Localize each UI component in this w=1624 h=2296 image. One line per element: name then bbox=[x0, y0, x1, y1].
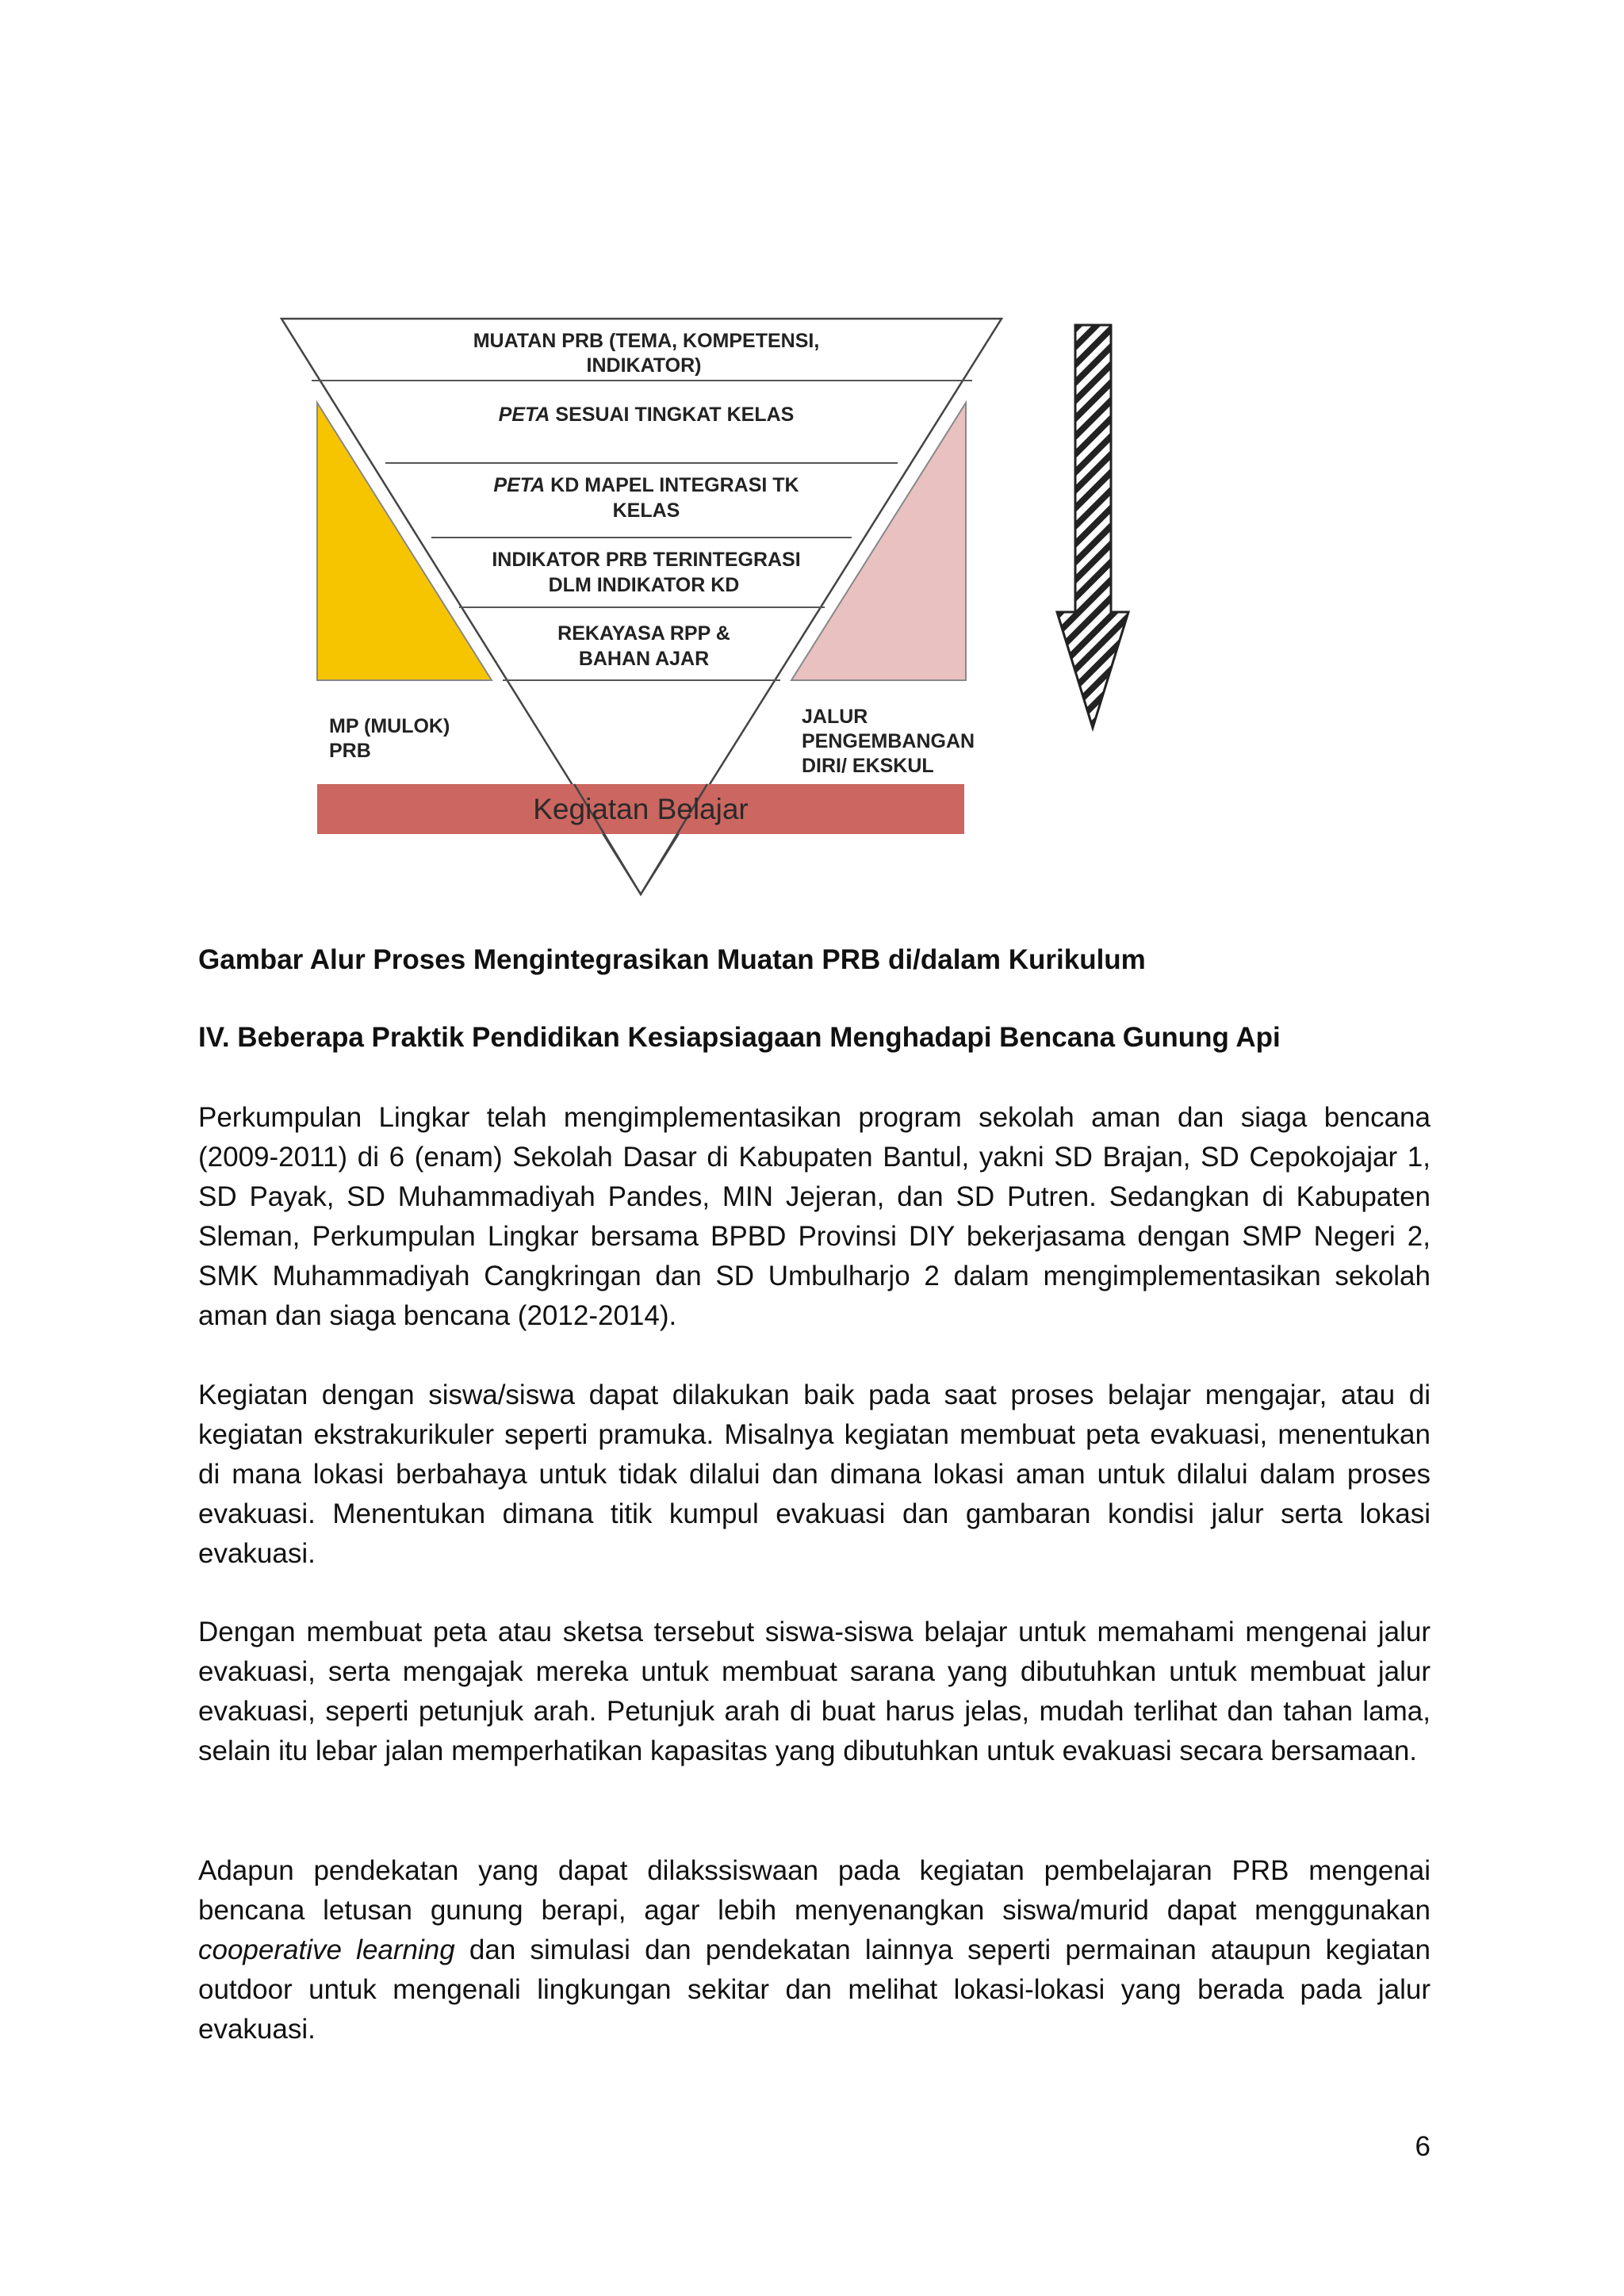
level-3-rest: KD MAPEL INTEGRASI TK bbox=[545, 474, 799, 496]
right-label-line-1: JALUR bbox=[802, 706, 868, 728]
level-1-line-1: MUATAN PRB (TEMA, KOMPETENSI, bbox=[473, 330, 820, 352]
page-number: 6 bbox=[1415, 2131, 1431, 2162]
paragraph-2: Kegiatan dengan siswa/siswa dapat dilakukan baik pada saat proses belajar mengajar, atau di kegiatan ekstrakurikuler seperti pramuka. Misalnya kegiatan membuat peta evakuasi, menentukan di mana lokasi berbahaya untuk tidak dilalui dan dimana lokasi aman untuk dilalui dalam proses evakuasi. Menentukan dimana titik kumpul evakuasi dan gambaran kondisi jalur serta lokasi evakuasi. bbox=[198, 1380, 1431, 1569]
right-label-line-3: DIRI/ EKSKUL bbox=[802, 755, 934, 777]
level-3-line-1 bbox=[493, 474, 799, 496]
prb-integration-diagram bbox=[0, 0, 1624, 920]
paragraph-4-italic: cooperative learning bbox=[198, 1934, 455, 1965]
level-4-line-1: INDIKATOR PRB TERINTEGRASI bbox=[492, 549, 801, 571]
paragraph-1: Perkumpulan Lingkar telah mengimplementasikan program sekolah aman dan siaga bencana (2009-2011) di 6 (enam) Sekolah Dasar di Kabupaten Bantul, yakni SD Brajan, SD Cepokojajar 1, SD Payak, SD Muhammadiyah Pandes, MIN Jejeran, dan SD Putren. Sedangkan di Kabupaten Sleman, Perkumpulan Lingkar bersama BPBD Provinsi DIY bekerjasama dengan SMP Negeri 2, SMK Muhammadiyah Cangkringan dan SD Umbulharjo 2 dalam mengimplementasikan sekolah aman dan siaga bencana (2012-2014). bbox=[198, 1102, 1431, 1331]
left-label-line-1: MP (MULOK) bbox=[329, 715, 450, 737]
right-label-line-2: PENGEMBANGAN bbox=[802, 730, 975, 752]
level-2-italic: PETA bbox=[498, 404, 550, 426]
paragraph-4-part-1: Adapun pendekatan yang dapat dilakssiswaan pada kegiatan pembelajaran PRB mengenai bencana letusan gunung berapi, agar lebih menyenangkan siswa/murid dapat menggunakan bbox=[198, 1855, 1431, 1926]
paragraph-3: Dengan membuat peta atau sketsa tersebut siswa-siswa belajar untuk memahami mengenai jalur evakuasi, serta mengajak mereka untuk membuat sarana yang dibutuhkan untuk membuat jalur evakuasi, seperti petunjuk arah. Petunjuk arah di buat harus jelas, mudah terlihat dan tahan lama, selain itu lebar jalan memperhatikan kapasitas yang dibutuhkan untuk evakuasi secara bersamaan. bbox=[198, 1617, 1431, 1766]
kegiatan-belajar-label: Kegiatan Belajar bbox=[533, 793, 749, 825]
level-2-rest: SESUAI TINGKAT KELAS bbox=[550, 404, 795, 426]
section-heading: IV. Beberapa Praktik Pendidikan Kesiapsiagaan Menghadapi Bencana Gunung Api bbox=[198, 1022, 1281, 1053]
paragraph-4-part-2: dan simulasi dan pendekatan lainnya seperti permainan ataupun kegiatan outdoor untuk mengenali lingkungan sekitar dan melihat lokasi-lokasi yang berada pada jalur evakuasi. bbox=[198, 1934, 1431, 2045]
level-1-line-2: INDIKATOR) bbox=[586, 354, 702, 377]
level-4-line-2: DLM INDIKATOR KD bbox=[548, 574, 740, 596]
level-5-line-2: BAHAN AJAR bbox=[578, 648, 710, 670]
paragraph-4 bbox=[198, 1851, 1431, 2049]
level-5-line-1: REKAYASA RPP & bbox=[557, 622, 730, 645]
level-2-text bbox=[499, 404, 795, 426]
figure-caption: Gambar Alur Proses Mengintegrasikan Muatan PRB di/dalam Kurikulum bbox=[198, 944, 1146, 975]
left-label-line-2: PRB bbox=[329, 740, 371, 762]
level-3-italic: PETA bbox=[493, 474, 546, 496]
level-3-line-2: KELAS bbox=[612, 499, 680, 522]
down-arrow-icon bbox=[1057, 325, 1128, 728]
